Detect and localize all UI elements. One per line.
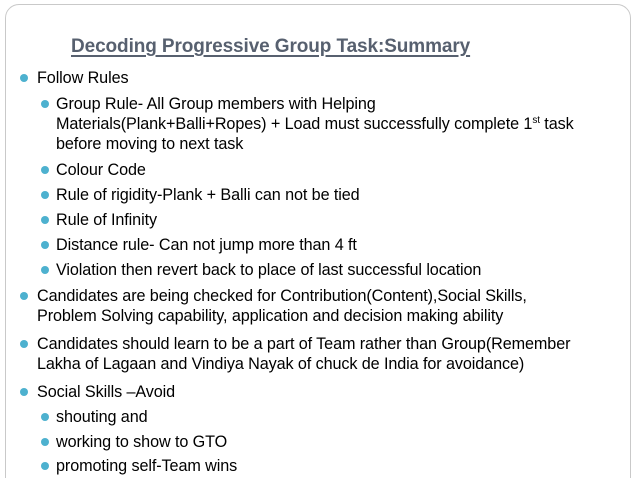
slide-title: Decoding Progressive Group Task:Summary xyxy=(71,36,471,57)
list-item-text: working to show to GTO xyxy=(56,433,228,451)
list-item xyxy=(37,382,175,402)
bullet-icon xyxy=(20,292,28,300)
list-item xyxy=(56,210,157,230)
list-item xyxy=(56,185,360,205)
bullet-icon xyxy=(20,388,28,396)
list-item-text-continued: Materials(Plank+Balli+Ropes) + Load must successfully complete 1st task xyxy=(56,115,574,133)
list-item-text: Rule of rigidity-Plank + Balli can not be tied xyxy=(56,186,360,204)
list-item-text: Follow Rules xyxy=(37,69,129,87)
list-item xyxy=(56,456,237,476)
list-item-text: shouting and xyxy=(56,408,148,426)
list-item-text: Distance rule- Can not jump more than 4 ft xyxy=(56,236,357,254)
list-item-text: Group Rule- All Group members with Helping xyxy=(56,95,376,113)
list-item-text-continued: Problem Solving capability, application and decision making ability xyxy=(37,307,504,325)
bullet-icon xyxy=(41,166,49,174)
list-item-text: Candidates are being checked for Contribution(Content),Social Skills, xyxy=(37,287,527,305)
list-item xyxy=(37,286,527,326)
bullet-icon xyxy=(20,340,28,348)
list-item-text-continued: before moving to next task xyxy=(56,135,244,153)
list-item-text-continued: Lakha of Lagaan and Vindiya Nayak of chuck de India for avoidance) xyxy=(37,355,525,373)
bullet-icon xyxy=(20,74,28,82)
list-item xyxy=(37,68,128,88)
bullet-icon xyxy=(41,462,49,470)
list-item-text: Colour Code xyxy=(56,161,146,179)
list-item xyxy=(56,94,574,154)
bullet-icon xyxy=(41,100,49,108)
bullet-icon xyxy=(41,438,49,446)
list-item xyxy=(56,235,357,255)
list-item-text: Rule of Infinity xyxy=(56,211,157,229)
bullet-icon xyxy=(41,191,49,199)
list-item-text: promoting self-Team wins xyxy=(56,457,238,475)
list-item-text: Violation then revert back to place of last successful location xyxy=(56,261,482,279)
list-item-text: Candidates should learn to be a part of Team rather than Group(Remember xyxy=(37,335,571,353)
bullet-icon xyxy=(41,216,49,224)
list-item xyxy=(56,260,481,280)
list-item xyxy=(37,334,570,374)
bullet-icon xyxy=(41,241,49,249)
list-item xyxy=(56,160,146,180)
list-item xyxy=(56,432,227,452)
list-item-text: Social Skills –Avoid xyxy=(37,383,176,401)
list-item xyxy=(56,407,148,427)
superscript: st xyxy=(532,115,540,126)
bullet-icon xyxy=(41,413,49,421)
bullet-icon xyxy=(41,266,49,274)
